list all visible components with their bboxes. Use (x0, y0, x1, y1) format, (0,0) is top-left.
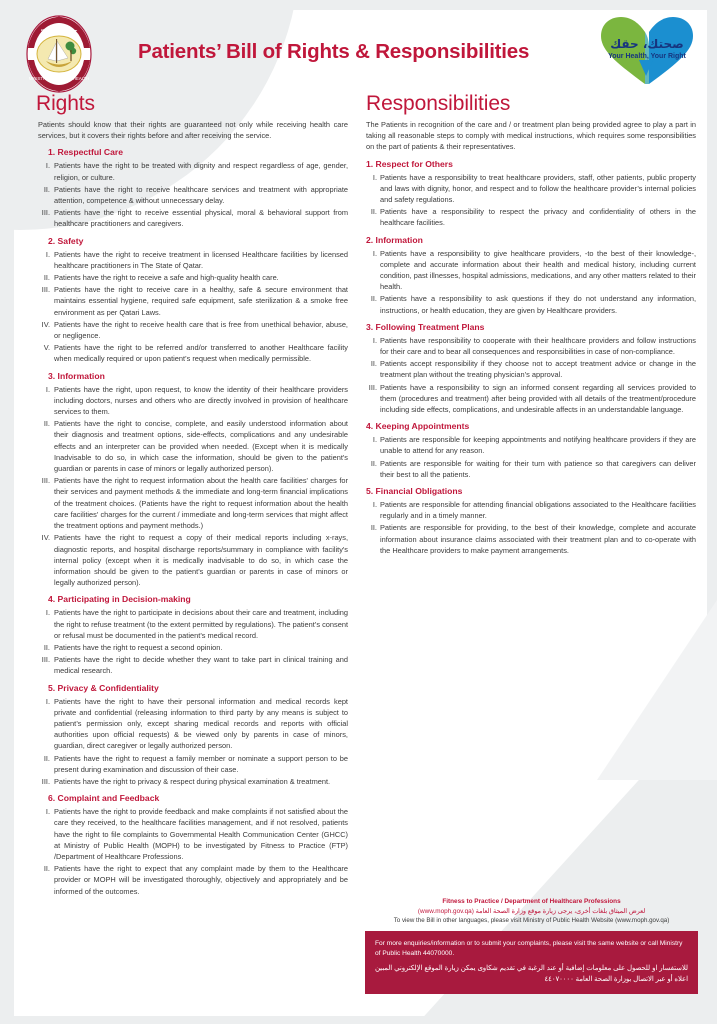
list-item-marker: II. (43, 419, 50, 429)
list-item (366, 382, 696, 416)
section-heading: 2. Information (366, 234, 423, 245)
section-heading: 5. Privacy & Confidentiality (48, 682, 159, 693)
list-item-marker: II. (370, 523, 377, 533)
section-item-list (366, 172, 696, 229)
state-of-qatar-seal-logo (24, 14, 94, 94)
list-item (366, 458, 696, 480)
svg-text:State of Qatar: State of Qatar (40, 29, 78, 35)
section-heading: 3. Information (48, 370, 105, 381)
list-item-text: Patients have the right to be referred and/or transferred to another Healthcare facility when medically required or upon patient’s request when medically permissible. (54, 343, 348, 364)
document-header (0, 0, 717, 92)
list-item (36, 475, 348, 531)
list-item-marker: I. (372, 335, 377, 345)
list-item (36, 342, 348, 364)
rights-column (18, 92, 348, 899)
list-item-text: Patients have a responsibility to sign an informed consent regarding all services provided to them (procedures and treatment) after being provided with all details of the treatment/procedure including side effects, complications, and undesirable affects in an understandable language. (380, 382, 696, 415)
list-item-text: Patients have the right to receive healthcare services and treatment with appropriate attention, competence & without unnecessary delay. (54, 184, 348, 206)
section-heading: 4. Keeping Appointments (366, 421, 470, 432)
list-item (36, 696, 348, 752)
list-item-marker: III. (41, 655, 50, 665)
list-item (36, 207, 348, 229)
list-item (366, 522, 696, 556)
footer-contact-box (365, 931, 698, 994)
list-item (36, 184, 348, 206)
list-item (36, 160, 348, 182)
list-item (36, 284, 348, 318)
list-item-marker: III. (41, 476, 50, 486)
list-item-text: Patients have the right to receive a safe and high-quality health care. (54, 273, 279, 283)
list-item (36, 384, 348, 418)
footer-english-website-line: To view the Bill in other languages, please visit Ministry of Public Health Website (www.moph.gov.qa) (393, 917, 670, 924)
responsibilities-column (366, 92, 696, 899)
section-item-list (366, 499, 696, 556)
list-item-marker: II. (370, 359, 377, 369)
list-item-text: Patients have the right to request a family member or nominate a support person to be present during examination and discussion of their case. (54, 753, 348, 774)
list-item (36, 776, 348, 787)
list-item-text: Patients have the right to request information about the health care facilities' charges for their services and payment methods & the immediate and long-term financial implications of the treatment choices. (Patients have the right to request information about the health care facilities' charges for the current / immediate and long-term services that might affect the treatment options and payment methods.) (54, 476, 348, 531)
list-item-text: Patients have a responsibility to treat healthcare providers, staff, other patients, public property and laws with dignity, honor, and respect and to follow the healthcare provider’s internal policies and safety regulations. (380, 172, 696, 205)
list-item-text: Patients have the right to expect that any complaint made by them to the Healthcare provider or MOPH will be investigated thoroughly, objectively and appropriately and be informed of the outcomes. (54, 864, 348, 896)
list-item (36, 249, 348, 271)
list-item-marker: IV. (41, 533, 50, 543)
list-item-marker: II. (43, 184, 50, 194)
list-item-marker: I. (45, 807, 50, 817)
list-item-text: Patients have a responsibility to respect the privacy and confidentiality of others in the healthcare facilities. (380, 207, 696, 228)
list-item (36, 654, 348, 676)
list-item-text: Patients have responsibility to cooperate with their healthcare providers and follow instructions for their care and to bear all consequences and responsibilities in case of non-compliance. (380, 335, 696, 357)
responsibilities-intro: The Patients in recognition of the care and / or treatment plan being provided agree to play a part in taking all reasonable steps to comply with medical instructions, which requires some responsibilities on the part of patients & their representatives. (366, 120, 696, 152)
list-item-marker: II. (43, 642, 50, 652)
list-item (36, 272, 348, 283)
list-item (36, 532, 348, 588)
list-item-text: Patients have the right to receive care in a healthy, safe & secure environment that maintains essential hygiene, required safe equipment, safe sterilization & a smoke free environment as per Qatari Laws. (54, 285, 348, 317)
list-item (36, 642, 348, 653)
list-item (36, 806, 348, 862)
list-item-text: Patients have the right to receive essential physical, moral & behavioral support from healthcare practitioners and caregivers. (54, 208, 348, 229)
list-item-text: Patients are responsible for providing, to the best of their knowledge, complete and accurate information about insurance claims associated with their treatment plan and to co-operate with the Healthcare providers to make payment arrangements. (380, 523, 696, 555)
section-heading: 1. Respectful Care (48, 147, 123, 158)
rights-intro: Patients should know that their rights are guaranteed not only while receiving health care services, but it covers their rights before and after receiving the service. (38, 120, 348, 141)
list-item-marker: III. (41, 285, 50, 295)
rights-sections (36, 147, 348, 896)
list-item-text: Patients are responsible for waiting for their turn with patience so that caregivers can deliver their best to all the patients. (380, 458, 696, 479)
footer-arabic-website-line: لعرض الميثاق بلغات أخرى، يرجى زيارة موقع وزارة الصحة العامة (www.moph.gov.qa) (417, 908, 646, 915)
list-item-marker: III. (368, 382, 377, 392)
list-item-text: Patients have the right, upon request, to know the identity of their healthcare providers including doctors, nurses and others who are directly involved in provision of healthcare services to them. (54, 384, 348, 417)
list-item-text: Patients are responsible for keeping appointments and notifying healthcare providers if they are unable to attend for any reason. (380, 435, 696, 456)
list-item-text: Patients have the right to have their personal information and medical records kept private and confidential (releasing information to third party by any means is subject to patient’s permission only, except sharing medical records and reports with official authorities upon official requests) & be viewed only by parents in case of minors, guardian, direct caregiver or legally authorized person. (54, 696, 348, 751)
list-item-text: Patients have the right to be treated with dignity and respect regardless of age, gender, religion, or culture. (54, 161, 348, 182)
list-item-text: Patients have a responsibility to ask questions if they do not understand any information, instructions, or health education, they are given by Healthcare providers. (380, 294, 696, 315)
svg-text:Your Health, Your Right: Your Health, Your Right (608, 53, 686, 60)
document-footer (365, 898, 698, 994)
svg-text:صحتك، حقك: صحتك، حقك (610, 37, 684, 51)
list-item-marker: II. (43, 273, 50, 283)
list-item-marker: I. (45, 384, 50, 394)
section-item-list (36, 384, 348, 589)
section-item-list (36, 160, 348, 229)
list-item (36, 863, 348, 897)
list-item-marker: V. (43, 343, 50, 353)
section-heading: 6. Complaint and Feedback (48, 793, 160, 804)
list-item-marker: I. (45, 696, 50, 706)
list-item (366, 499, 696, 521)
list-item-text: Patients have the right to receive treatment in licensed Healthcare facilities by licensed healthcare practitioners in The State of Qatar. (54, 249, 348, 270)
list-item-text: Patients have the right to provide feedback and make complaints if not satisfied about the care they received, to the healthcare facilities management, and if not resolved, patients have the right to file complaints to Governmental Health Communication Center (GHCC) at Ministry of Public Health (MOPH) to be investigated by Fitness to Practice (FTP) /Department of Healthcare Professions. (54, 807, 348, 861)
list-item-marker: I. (372, 435, 377, 445)
list-item (366, 248, 696, 293)
list-item-text: Patients accept responsibility if they choose not to accept treatment advice or change in the treatment plan without the treating physician’s approval. (380, 359, 696, 380)
rights-title: Rights (36, 92, 95, 115)
list-item (366, 434, 696, 456)
list-item-text: Patients have the right to request a copy of their medical reports including x-rays, diagnostic reports, and hospital discharge reports/summary in compliance with facility's internal policy (except when it is medically inadvisable to do so, in which case the information should be given to the patient’s guardian or parents in case of minors or legally authorized person). (54, 533, 348, 588)
page-title: Patients’ Bill of Rights & Responsibilities (138, 40, 530, 63)
list-item-text: Patients have the right to participate in decisions about their care and treatment, including the right to refuse treatment (to the extent permitted by regulations). The patient’s consent or refusal must be documented in the patient’s medical record. (54, 608, 348, 640)
list-item-text: Patients are responsible for attending financial obligations associated to the Healthcare facilities regularly and in a timely manner. (380, 500, 696, 521)
list-item-marker: I. (372, 500, 377, 510)
list-item-text: Patients have a responsibility to give healthcare providers, -to the best of their knowledge-, complete and accurate information about their health and medical history, including current condition, past illnesses, hospital admissions, medications, and any other matters related to their health. (380, 248, 696, 292)
list-item (366, 358, 696, 380)
list-item-text: Patients have the right to concise, complete, and easily understood information about their diagnosis and treatment options, side-effects, complications and any undesirable effects and an interpreter can be provided when needed. (Except when it is medically Inadvisable to do so, in which case the information, should be given to the patient's guardian or parents in case of minors or legally authorized person). (54, 419, 348, 474)
list-item-text: Patients have the right to privacy & respect during physical examination & treatment. (54, 776, 331, 786)
responsibilities-sections (366, 159, 696, 556)
list-item-text: Patients have the right to receive health care that is free from unethical behavior, abuse, or negligence. (54, 319, 348, 341)
section-item-list (366, 248, 696, 316)
section-item-list (366, 335, 696, 415)
list-item-marker: II. (43, 753, 50, 763)
list-item (366, 206, 696, 228)
list-item (36, 753, 348, 775)
list-item-marker: II. (43, 864, 50, 874)
list-item (366, 293, 696, 315)
list-item-text: Patients have the right to request a second opinion. (54, 642, 223, 652)
list-item-marker: III. (41, 208, 50, 218)
section-item-list (36, 607, 348, 676)
responsibilities-title: Responsibilities (366, 92, 511, 115)
list-item (36, 418, 348, 474)
list-item-marker: IV. (41, 319, 50, 329)
list-item-marker: I. (45, 608, 50, 618)
list-item (36, 607, 348, 641)
list-item-marker: III. (41, 776, 50, 786)
list-item-text: Patients have the right to decide whether they want to take part in clinical training and medical research. (54, 655, 348, 676)
list-item-marker: II. (370, 458, 377, 468)
section-item-list (36, 249, 348, 365)
list-item-marker: II. (370, 207, 377, 217)
section-heading: 2. Safety (48, 235, 84, 246)
section-heading: 3. Following Treatment Plans (366, 321, 485, 332)
section-heading: 4. Participating in Decision-making (48, 594, 191, 605)
list-item (366, 172, 696, 206)
content-columns (0, 92, 717, 899)
list-item-marker: I. (372, 172, 377, 182)
section-heading: 5. Financial Obligations (366, 486, 463, 497)
section-item-list (36, 696, 348, 788)
list-item-marker: I. (45, 161, 50, 171)
list-item (366, 335, 696, 357)
section-item-list (36, 806, 348, 897)
your-health-your-right-logo (595, 14, 699, 88)
svg-text:MINISTRY OF PUBLIC HEALTH: MINISTRY OF PUBLIC HEALTH (28, 76, 90, 81)
footer-contact-english: For more enquiries/information or to submit your complaints, please visit the same website or call Ministry of Public Health 44070000. (375, 940, 683, 957)
list-item-marker: I. (372, 248, 377, 258)
list-item-marker: II. (370, 294, 377, 304)
footer-department-line: Fitness to Practice / Department of Healthcare Professions (442, 898, 621, 905)
footer-contact-arabic: للاستفسار او للحصول على معلومات إضافية أو عند الرغبة في تقديم شكاوى يمكن زيارة الموقع الإلكتروني المبين اعلاه أو عبر الاتصال بوزارة الصحة العامة ٤٤٠٧٠٠٠٠ (375, 965, 688, 983)
section-heading: 1. Respect for Others (366, 158, 453, 169)
list-item-marker: I. (45, 249, 50, 259)
section-item-list (366, 434, 696, 480)
list-item (36, 319, 348, 341)
